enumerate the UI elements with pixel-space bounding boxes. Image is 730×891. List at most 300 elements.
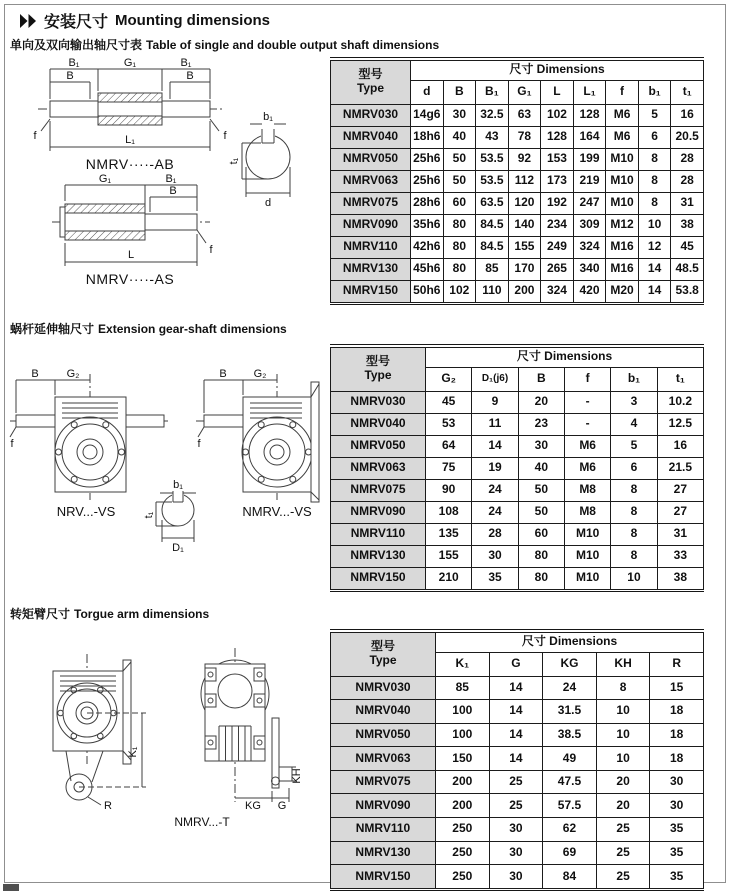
dim-cell: 38 bbox=[657, 567, 703, 589]
dim-cell: 62 bbox=[543, 818, 597, 842]
dim-cell: 173 bbox=[541, 170, 574, 192]
dim-cell: 30 bbox=[489, 841, 543, 865]
dim-cell: 21.5 bbox=[657, 457, 703, 479]
dim-cell: 40 bbox=[443, 126, 476, 148]
dim-cell: 60 bbox=[443, 192, 476, 214]
dim-cell: 27 bbox=[657, 479, 703, 501]
dim-cell: 92 bbox=[508, 148, 541, 170]
type-cell: NMRV150 bbox=[331, 567, 426, 589]
type-cell: NMRV075 bbox=[331, 479, 426, 501]
page-title bbox=[20, 9, 270, 32]
table-row bbox=[331, 545, 704, 567]
page-corner-mark bbox=[3, 884, 19, 891]
dim-label-g: G bbox=[277, 800, 287, 812]
dim-cell: 8 bbox=[611, 545, 657, 567]
header-row bbox=[331, 347, 704, 367]
dim-cell: 30 bbox=[650, 770, 704, 794]
dim-cell: 14 bbox=[472, 435, 518, 457]
column-header: L bbox=[541, 80, 574, 104]
dim-cell: 100 bbox=[436, 700, 490, 724]
dim-cell: M6 bbox=[564, 457, 610, 479]
table-row bbox=[331, 258, 704, 280]
column-header: K₁ bbox=[436, 652, 490, 676]
table-row bbox=[331, 148, 704, 170]
dim-cell: 153 bbox=[541, 148, 574, 170]
column-header: b₁ bbox=[611, 367, 657, 391]
keyway-section-d1-geometry bbox=[156, 491, 196, 542]
dim-cell: M10 bbox=[606, 170, 639, 192]
dim-cell: 75 bbox=[426, 457, 472, 479]
dim-label-t1: t₁ bbox=[143, 511, 155, 519]
dim-cell: 120 bbox=[508, 192, 541, 214]
dim-cell: 16 bbox=[657, 435, 703, 457]
dim-cell: 50 bbox=[443, 170, 476, 192]
column-header: B bbox=[443, 80, 476, 104]
type-header-en: Type bbox=[356, 81, 385, 95]
dim-cell: 102 bbox=[541, 104, 574, 126]
dimensions-header: 尺寸 Dimensions bbox=[426, 347, 704, 367]
dim-cell: 53.5 bbox=[476, 170, 509, 192]
dim-cell: M10 bbox=[564, 545, 610, 567]
dim-cell: 20 bbox=[596, 770, 650, 794]
type-cell: NMRV130 bbox=[331, 258, 411, 280]
extension-shaft-drawing bbox=[6, 360, 328, 578]
dim-cell: 84 bbox=[543, 865, 597, 889]
dim-cell: 85 bbox=[436, 676, 490, 700]
dim-cell: 84.5 bbox=[476, 236, 509, 258]
dim-cell: 100 bbox=[436, 723, 490, 747]
type-cell: NMRV030 bbox=[331, 391, 426, 413]
dim-cell: 24 bbox=[472, 479, 518, 501]
type-cell: NMRV090 bbox=[331, 214, 411, 236]
dim-cell: 80 bbox=[443, 236, 476, 258]
table-row bbox=[331, 700, 704, 724]
dim-cell: 30 bbox=[472, 545, 518, 567]
dim-cell: 102 bbox=[443, 280, 476, 302]
table-row bbox=[331, 841, 704, 865]
dim-label-kh: KH bbox=[291, 768, 303, 784]
table-row bbox=[331, 567, 704, 589]
type-cell: NMRV050 bbox=[331, 148, 411, 170]
table-row bbox=[331, 192, 704, 214]
dim-cell: 250 bbox=[436, 818, 490, 842]
drawing-label-ab: NMRV····-AB bbox=[85, 156, 175, 172]
table-row bbox=[331, 280, 704, 302]
type-cell: NMRV090 bbox=[331, 501, 426, 523]
section1-title bbox=[10, 36, 439, 53]
dim-cell: 35 bbox=[650, 865, 704, 889]
dim-cell: 90 bbox=[426, 479, 472, 501]
dim-cell: 47.5 bbox=[543, 770, 597, 794]
dim-label-r: R bbox=[104, 800, 112, 812]
dim-label-l: L bbox=[127, 249, 135, 261]
header-row bbox=[331, 632, 704, 652]
table-row bbox=[331, 479, 704, 501]
dim-cell: M6 bbox=[606, 104, 639, 126]
type-cell: NMRV050 bbox=[331, 723, 436, 747]
column-header: R bbox=[650, 652, 704, 676]
dim-cell: 30 bbox=[650, 794, 704, 818]
dim-cell: 135 bbox=[426, 523, 472, 545]
table-row bbox=[331, 457, 704, 479]
dim-cell: 50h6 bbox=[411, 280, 444, 302]
dim-cell: 80 bbox=[518, 567, 564, 589]
dim-cell: 8 bbox=[611, 523, 657, 545]
dim-cell: 45 bbox=[426, 391, 472, 413]
dim-cell: 200 bbox=[508, 280, 541, 302]
dim-cell: 8 bbox=[596, 676, 650, 700]
dim-cell: M8 bbox=[564, 501, 610, 523]
dim-cell: 11 bbox=[472, 413, 518, 435]
dim-label-f: f bbox=[10, 438, 14, 450]
dim-cell: 324 bbox=[541, 280, 574, 302]
dim-cell: 108 bbox=[426, 501, 472, 523]
double-arrow-icon bbox=[20, 14, 37, 28]
column-header: G₁ bbox=[508, 80, 541, 104]
dim-cell: 28 bbox=[671, 148, 704, 170]
column-header: D₁(j6) bbox=[472, 367, 518, 391]
dim-cell: 69 bbox=[543, 841, 597, 865]
table-row bbox=[331, 170, 704, 192]
torque-arm-drawing bbox=[6, 636, 328, 836]
drawing-label-as: NMRV····-AS bbox=[85, 271, 175, 287]
dim-label-b: B bbox=[219, 368, 227, 380]
dimension-table-3 bbox=[330, 632, 704, 889]
dim-cell: 32.5 bbox=[476, 104, 509, 126]
dim-cell: 53.5 bbox=[476, 148, 509, 170]
dim-cell: 5 bbox=[638, 104, 671, 126]
dim-cell: 25 bbox=[489, 770, 543, 794]
dim-cell: 15 bbox=[650, 676, 704, 700]
dim-cell: 8 bbox=[638, 148, 671, 170]
dim-label-b1: B₁ bbox=[165, 173, 177, 185]
dim-cell: 20 bbox=[596, 794, 650, 818]
dim-cell: 199 bbox=[573, 148, 606, 170]
type-cell: NMRV075 bbox=[331, 770, 436, 794]
column-header: KH bbox=[596, 652, 650, 676]
table-row bbox=[331, 391, 704, 413]
dim-cell: 170 bbox=[508, 258, 541, 280]
dim-label-g1: G₁ bbox=[123, 57, 137, 69]
table-row bbox=[331, 523, 704, 545]
dim-cell: 33 bbox=[657, 545, 703, 567]
dim-cell: M6 bbox=[606, 126, 639, 148]
dim-cell: 25 bbox=[596, 865, 650, 889]
dim-label-d: d bbox=[264, 197, 272, 209]
dimensions-header: 尺寸 Dimensions bbox=[411, 60, 704, 80]
dimension-table-1 bbox=[330, 60, 704, 303]
dim-label-b: B bbox=[66, 70, 74, 82]
dim-cell: 42h6 bbox=[411, 236, 444, 258]
dim-label-g1: G₁ bbox=[98, 173, 112, 185]
dim-cell: 6 bbox=[611, 457, 657, 479]
dim-cell: 27 bbox=[657, 501, 703, 523]
dim-label-f: f bbox=[209, 244, 213, 256]
dim-cell: 28h6 bbox=[411, 192, 444, 214]
dim-cell: 12.5 bbox=[657, 413, 703, 435]
dim-cell: 50 bbox=[443, 148, 476, 170]
type-cell: NMRV110 bbox=[331, 236, 411, 258]
column-header: f bbox=[606, 80, 639, 104]
dim-label-b1: b₁ bbox=[263, 111, 273, 123]
table-row bbox=[331, 865, 704, 889]
dim-cell: 112 bbox=[508, 170, 541, 192]
column-header: G bbox=[489, 652, 543, 676]
dim-cell: 3 bbox=[611, 391, 657, 413]
dim-cell: 324 bbox=[573, 236, 606, 258]
torque-arm-side-geometry bbox=[201, 648, 296, 802]
dim-cell: 24 bbox=[543, 676, 597, 700]
type-cell: NMRV110 bbox=[331, 818, 436, 842]
type-cell: NMRV030 bbox=[331, 104, 411, 126]
type-cell: NMRV050 bbox=[331, 435, 426, 457]
dim-cell: M10 bbox=[606, 148, 639, 170]
column-header: B bbox=[518, 367, 564, 391]
dim-cell: 309 bbox=[573, 214, 606, 236]
section3-title bbox=[10, 605, 209, 622]
dim-cell: 14 bbox=[489, 676, 543, 700]
dim-cell: 265 bbox=[541, 258, 574, 280]
dim-cell: 14 bbox=[489, 700, 543, 724]
dim-cell: 28 bbox=[671, 170, 704, 192]
table-row bbox=[331, 413, 704, 435]
dim-cell: - bbox=[564, 413, 610, 435]
output-shaft-drawing bbox=[10, 57, 322, 295]
dim-cell: M6 bbox=[564, 435, 610, 457]
dim-cell: 80 bbox=[443, 214, 476, 236]
dim-cell: 35 bbox=[650, 818, 704, 842]
table-row bbox=[331, 794, 704, 818]
column-header: t₁ bbox=[671, 80, 704, 104]
dim-cell: 31.5 bbox=[543, 700, 597, 724]
dim-cell: 18 bbox=[650, 747, 704, 771]
dim-cell: 210 bbox=[426, 567, 472, 589]
dim-cell: 247 bbox=[573, 192, 606, 214]
dim-cell: 45 bbox=[671, 236, 704, 258]
dim-label-b: B bbox=[169, 185, 177, 197]
table-row bbox=[331, 747, 704, 771]
dim-cell: 249 bbox=[541, 236, 574, 258]
dim-cell: 60 bbox=[518, 523, 564, 545]
type-cell: NMRV130 bbox=[331, 841, 436, 865]
dim-cell: 43 bbox=[476, 126, 509, 148]
dim-cell: 5 bbox=[611, 435, 657, 457]
keyway-section-d-geometry bbox=[242, 124, 290, 197]
dim-cell: 84.5 bbox=[476, 214, 509, 236]
dim-cell: 14 bbox=[489, 747, 543, 771]
drawing-label-nrv-vs: NRV...-VS bbox=[56, 504, 116, 519]
nrv-vs-geometry bbox=[10, 374, 168, 500]
dim-cell: 30 bbox=[489, 818, 543, 842]
dim-cell: 155 bbox=[426, 545, 472, 567]
dim-cell: 192 bbox=[541, 192, 574, 214]
dim-cell: 16 bbox=[671, 104, 704, 126]
section3-title-zh: 转矩臂尺寸 bbox=[10, 607, 71, 621]
column-header: b₁ bbox=[638, 80, 671, 104]
dimensions-header: 尺寸 Dimensions bbox=[436, 632, 704, 652]
dim-cell: 10.2 bbox=[657, 391, 703, 413]
dim-cell: 80 bbox=[443, 258, 476, 280]
dim-cell: 14 bbox=[638, 280, 671, 302]
type-header-zh: 型号 bbox=[358, 67, 383, 82]
dim-cell: 4 bbox=[611, 413, 657, 435]
type-cell: NMRV075 bbox=[331, 192, 411, 214]
dim-cell: 48.5 bbox=[671, 258, 704, 280]
dim-cell: 150 bbox=[436, 747, 490, 771]
dim-label-b1: B₁ bbox=[68, 57, 80, 69]
dim-cell: M16 bbox=[606, 236, 639, 258]
dim-cell: 164 bbox=[573, 126, 606, 148]
dim-label-b: B bbox=[31, 368, 39, 380]
type-header-en: Type bbox=[369, 653, 397, 667]
type-cell: NMRV150 bbox=[331, 280, 411, 302]
dim-cell: 25 bbox=[596, 841, 650, 865]
dim-cell: 250 bbox=[436, 841, 490, 865]
type-column-header bbox=[331, 347, 426, 391]
dim-cell: 250 bbox=[436, 865, 490, 889]
type-cell: NMRV150 bbox=[331, 865, 436, 889]
dim-cell: 31 bbox=[657, 523, 703, 545]
dim-cell: 8 bbox=[638, 192, 671, 214]
header-row bbox=[331, 60, 704, 80]
type-header-zh: 型号 bbox=[365, 354, 390, 369]
dim-cell: 20.5 bbox=[671, 126, 704, 148]
dim-cell: 53.8 bbox=[671, 280, 704, 302]
dim-cell: 53 bbox=[426, 413, 472, 435]
dim-cell: 19 bbox=[472, 457, 518, 479]
dim-cell: 8 bbox=[638, 170, 671, 192]
dim-cell: M8 bbox=[564, 479, 610, 501]
dim-cell: 20 bbox=[518, 391, 564, 413]
dim-label-f: f bbox=[197, 438, 201, 450]
torque-arm-front-geometry bbox=[53, 654, 146, 805]
type-cell: NMRV090 bbox=[331, 794, 436, 818]
drawing-label-t: NMRV...-T bbox=[174, 815, 230, 829]
dim-cell: 18 bbox=[650, 700, 704, 724]
dim-cell: M20 bbox=[606, 280, 639, 302]
type-header-zh: 型号 bbox=[370, 639, 395, 654]
dim-label-g2: G₂ bbox=[253, 368, 267, 380]
column-header: L₁ bbox=[573, 80, 606, 104]
page-title-en: Mounting dimensions bbox=[115, 12, 271, 29]
extension-shaft-table bbox=[330, 344, 704, 592]
dim-cell: 8 bbox=[611, 501, 657, 523]
dim-cell: 40 bbox=[518, 457, 564, 479]
dim-cell: 30 bbox=[518, 435, 564, 457]
dimension-table-2 bbox=[330, 347, 704, 590]
dim-cell: - bbox=[564, 391, 610, 413]
table-row bbox=[331, 770, 704, 794]
type-column-header bbox=[331, 632, 436, 676]
column-header: d bbox=[411, 80, 444, 104]
dim-cell: 25 bbox=[489, 794, 543, 818]
dim-cell: 35 bbox=[650, 841, 704, 865]
torque-arm-table bbox=[330, 629, 704, 891]
column-header: t₁ bbox=[657, 367, 703, 391]
dim-cell: 63.5 bbox=[476, 192, 509, 214]
type-cell: NMRV063 bbox=[331, 457, 426, 479]
dim-cell: 14g6 bbox=[411, 104, 444, 126]
column-header: KG bbox=[543, 652, 597, 676]
table-row bbox=[331, 104, 704, 126]
type-cell: NMRV063 bbox=[331, 747, 436, 771]
dim-cell: 25h6 bbox=[411, 170, 444, 192]
dim-cell: 64 bbox=[426, 435, 472, 457]
dim-cell: 10 bbox=[638, 214, 671, 236]
dim-cell: 50 bbox=[518, 479, 564, 501]
dim-label-f: f bbox=[33, 130, 37, 142]
page-title-zh: 安装尺寸 bbox=[44, 14, 109, 31]
dim-cell: M16 bbox=[606, 258, 639, 280]
output-shaft-table bbox=[330, 57, 704, 305]
dim-cell: 45h6 bbox=[411, 258, 444, 280]
dim-cell: 50 bbox=[518, 501, 564, 523]
dim-cell: 38 bbox=[671, 214, 704, 236]
dim-label-b1: B₁ bbox=[180, 57, 192, 69]
dim-label-b: B bbox=[186, 70, 194, 82]
type-column-header bbox=[331, 60, 411, 104]
dim-cell: 57.5 bbox=[543, 794, 597, 818]
dim-cell: 28 bbox=[472, 523, 518, 545]
drawing-label-nmrv-vs: NMRV...-VS bbox=[242, 504, 312, 519]
dim-cell: 14 bbox=[638, 258, 671, 280]
dim-cell: 10 bbox=[596, 723, 650, 747]
dim-cell: 49 bbox=[543, 747, 597, 771]
type-cell: NMRV040 bbox=[331, 700, 436, 724]
column-header: G₂ bbox=[426, 367, 472, 391]
section1-title-zh: 单向及双向输出轴尺寸表 bbox=[10, 38, 143, 52]
table-row bbox=[331, 435, 704, 457]
dim-cell: 6 bbox=[638, 126, 671, 148]
section2-title bbox=[10, 320, 287, 337]
dim-cell: 10 bbox=[596, 700, 650, 724]
dim-label-t1: t₁ bbox=[228, 157, 240, 165]
type-cell: NMRV040 bbox=[331, 413, 426, 435]
dim-cell: 128 bbox=[573, 104, 606, 126]
section1-title-en: Table of single and double output shaft dimensions bbox=[146, 38, 440, 52]
column-header: f bbox=[564, 367, 610, 391]
dim-cell: 18h6 bbox=[411, 126, 444, 148]
dim-cell: 200 bbox=[436, 794, 490, 818]
dim-cell: 38.5 bbox=[543, 723, 597, 747]
dim-label-k1: K₁ bbox=[127, 746, 139, 758]
dim-cell: 219 bbox=[573, 170, 606, 192]
dim-label-f: f bbox=[223, 130, 227, 142]
dim-cell: 9 bbox=[472, 391, 518, 413]
section2-title-en: Extension gear-shaft dimensions bbox=[98, 322, 287, 336]
section3-title-en: Torgue arm dimensions bbox=[74, 607, 210, 621]
dim-cell: 25h6 bbox=[411, 148, 444, 170]
dim-cell: 30 bbox=[443, 104, 476, 126]
dim-cell: M10 bbox=[606, 192, 639, 214]
dim-cell: 10 bbox=[596, 747, 650, 771]
table-row bbox=[331, 126, 704, 148]
dim-cell: 12 bbox=[638, 236, 671, 258]
dim-cell: 80 bbox=[518, 545, 564, 567]
type-cell: NMRV040 bbox=[331, 126, 411, 148]
dim-cell: M10 bbox=[564, 523, 610, 545]
dim-cell: 35 bbox=[472, 567, 518, 589]
table-row bbox=[331, 214, 704, 236]
dim-cell: 25 bbox=[596, 818, 650, 842]
dim-cell: M12 bbox=[606, 214, 639, 236]
table-row bbox=[331, 236, 704, 258]
dim-cell: 234 bbox=[541, 214, 574, 236]
nmrv-vs-geometry bbox=[196, 374, 319, 502]
dim-cell: 35h6 bbox=[411, 214, 444, 236]
table-row bbox=[331, 723, 704, 747]
dim-cell: 24 bbox=[472, 501, 518, 523]
